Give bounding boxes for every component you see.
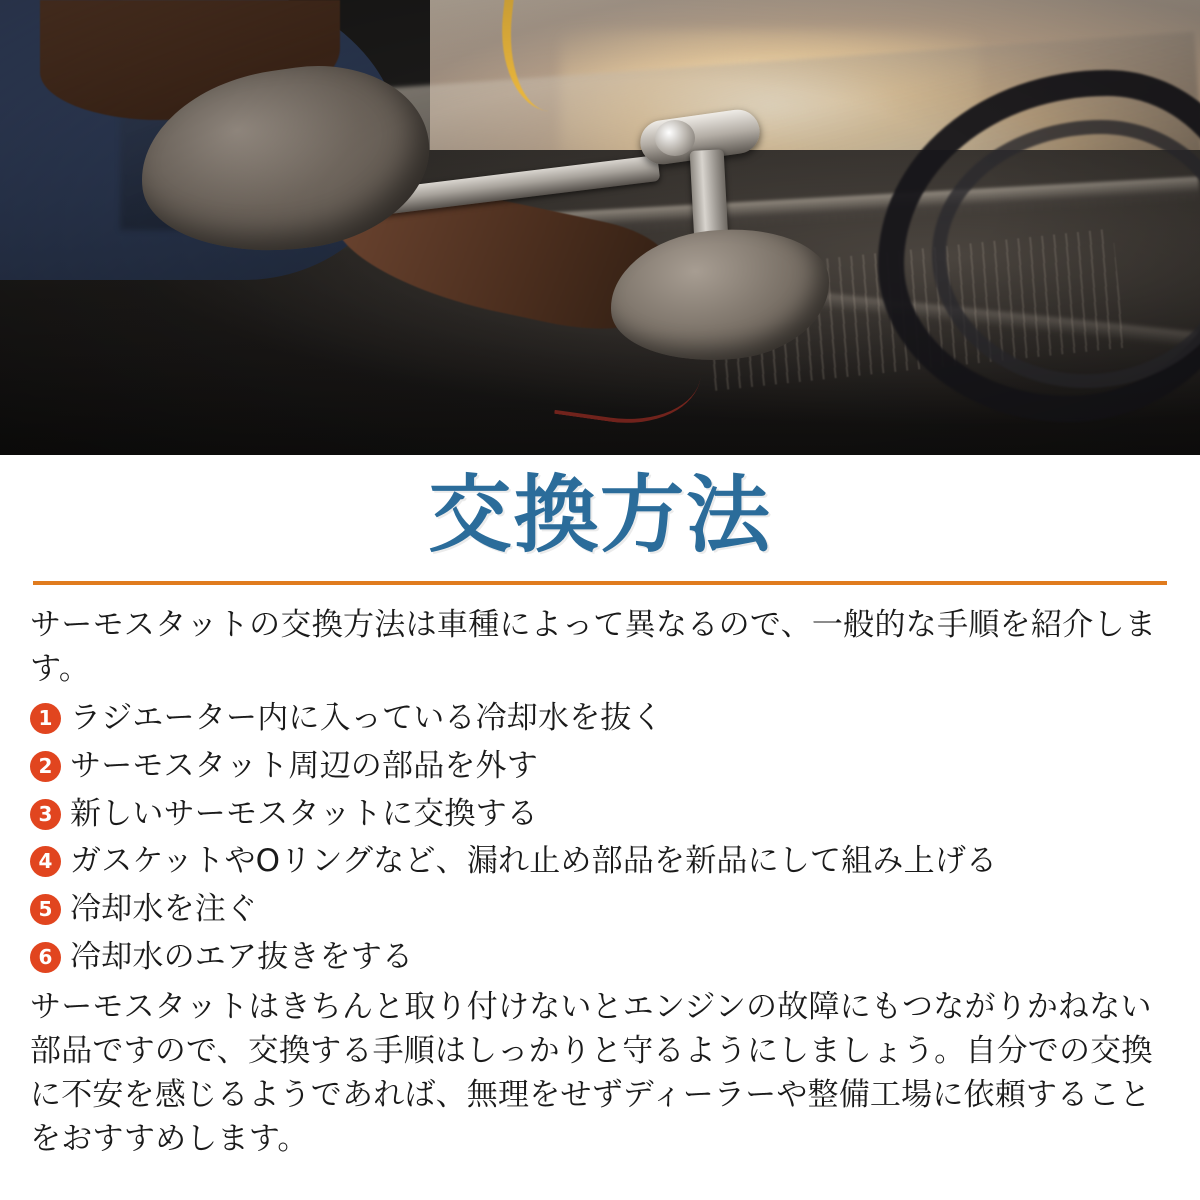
hero-photo-mechanic	[0, 0, 1200, 455]
body-content	[0, 585, 1200, 1161]
list-item	[30, 793, 1170, 836]
step-number-badge: 5	[30, 894, 61, 925]
page-title: 交換方法	[427, 466, 772, 564]
list-item	[30, 745, 1170, 788]
closing-paragraph: サーモスタットはきちんと取り付けないとエンジンの故障にもつながりかねない部品ですので、交換する手順はしっかりと守るようにしましょう。自分での交換に不安を感じるようであれば、無理をせずディーラーや整備工場に依頼することをおすすめします。	[30, 988, 1153, 1157]
step-number-badge: 2	[30, 751, 61, 782]
step-text: 冷却水を注ぐ	[70, 891, 258, 928]
list-item	[30, 888, 1170, 931]
procedure-step-list	[30, 697, 1170, 979]
step-text: ガスケットやOリングなど、漏れ止め部品を新品にして組み上げる	[70, 843, 998, 880]
list-item	[30, 936, 1170, 979]
section-title-area	[0, 455, 1200, 575]
list-item	[30, 840, 1170, 883]
photo-vignette	[0, 0, 1200, 455]
step-number-badge: 1	[30, 703, 61, 734]
step-text: サーモスタット周辺の部品を外す	[70, 747, 538, 784]
intro-paragraph: サーモスタットの交換方法は車種によって異なるので、一般的な手順を紹介します。	[30, 607, 1157, 688]
step-number-badge: 6	[30, 942, 61, 973]
step-text: ラジエーター内に入っている冷却水を抜く	[70, 700, 663, 737]
list-item	[30, 697, 1170, 740]
step-text: 新しいサーモスタットに交換する	[70, 795, 538, 832]
step-text: 冷却水のエア抜きをする	[70, 938, 414, 975]
step-number-badge: 4	[30, 846, 61, 877]
step-number-badge: 3	[30, 799, 61, 830]
